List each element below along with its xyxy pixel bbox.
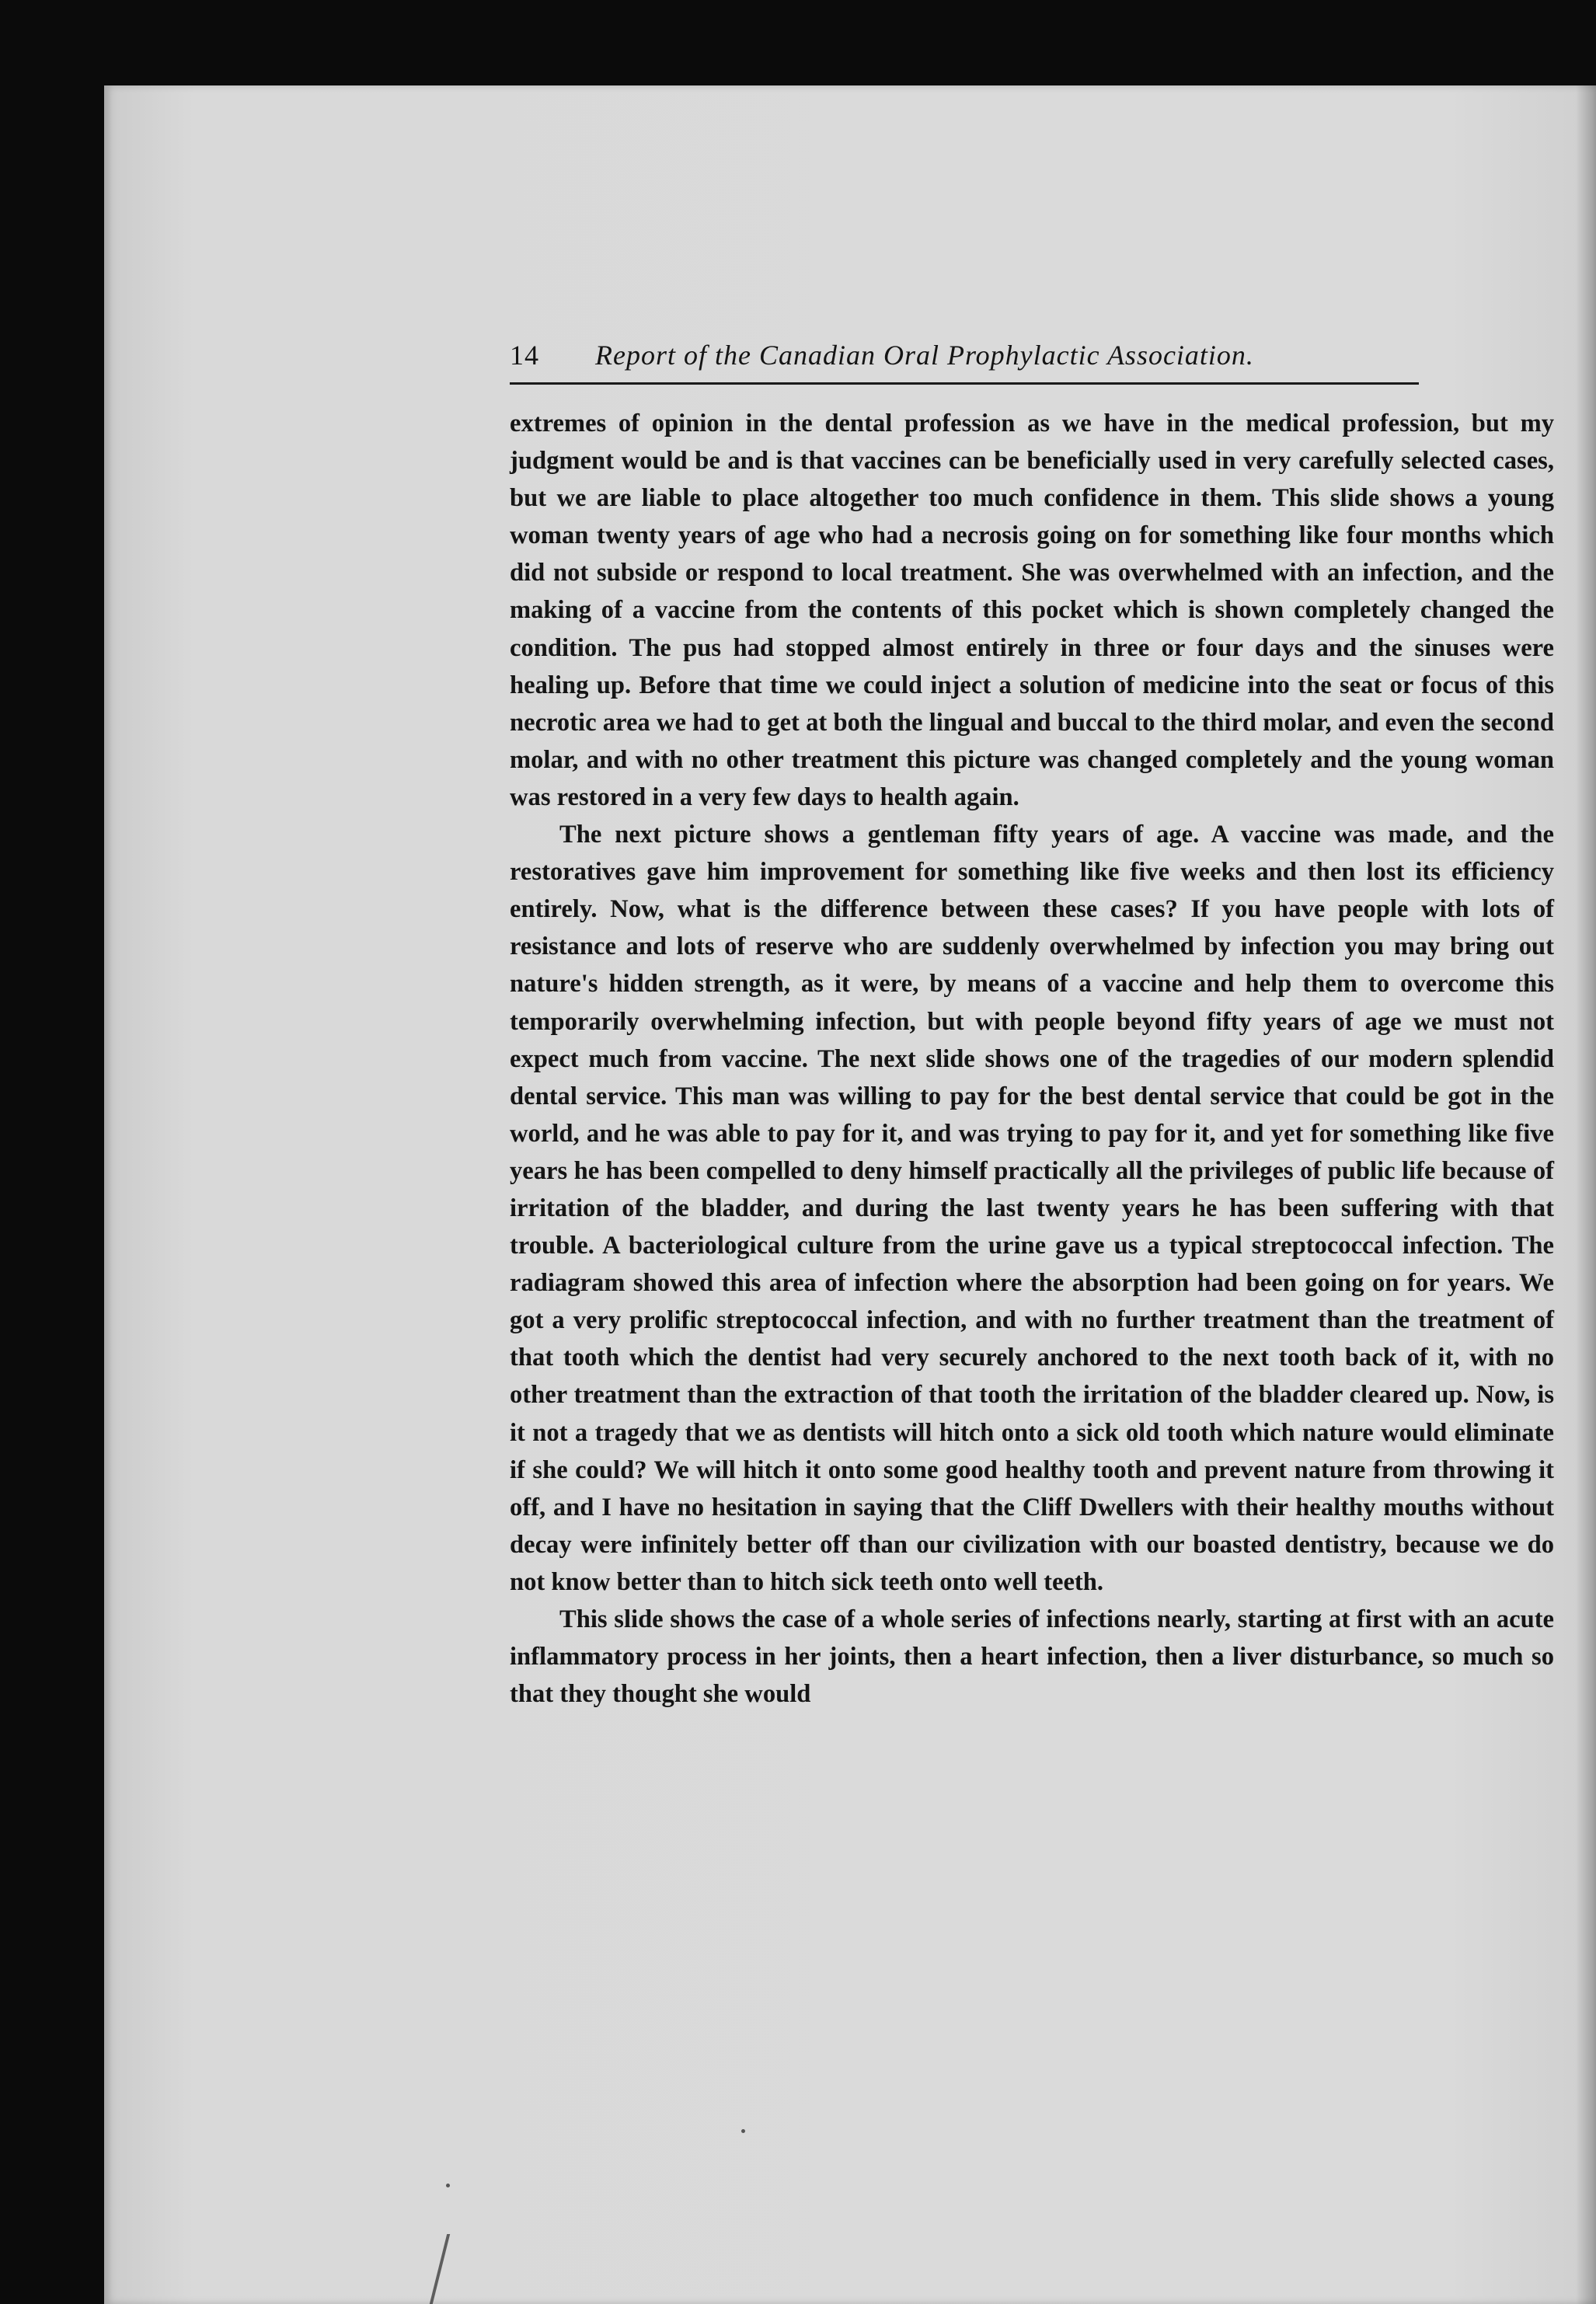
header-rule	[510, 382, 1419, 385]
paragraph: This slide shows the case of a whole series of infections nearly, starting at first with an acute inflammatory process in her joints, then a heart infection, then a liver disturbance, so much so that they thought she would	[510, 1605, 1554, 1709]
scan-speck	[446, 2184, 450, 2187]
page-sheet	[104, 85, 1596, 2304]
scan-speck	[741, 2129, 745, 2133]
running-title: Report of the Canadian Oral Prophylactic Association.	[595, 340, 1254, 371]
running-head	[510, 334, 1554, 381]
scan-crease-mark	[430, 2234, 497, 2304]
paragraph-continued: extremes of opinion in the dental profession as we have in the medical profession, but my judgment would be and is that vaccines can be beneficially used in very carefully selected cases, but we are liable to place altogether too much confidence in them. This slide shows a young woman twenty years of age who had a necrosis going on for something like four months which did not subside or respond to local treatment. She was overwhelmed with an infection, and the making of a vaccine from the contents of this pocket which is shown completely changed the condition. The pus had stopped almost entirely in three or four days and the sinuses were healing up. Before that time we could inject a solution of medicine into the seat or focus of this necrotic area we had to get at both the lingual and buccal to the third molar, and even the second molar, and with no other treatment this picture was changed completely and the young woman was restored in a very few days to health again.	[510, 410, 1554, 811]
page-number: 14	[510, 340, 539, 371]
body-text	[510, 405, 1554, 1713]
text-block	[510, 334, 1554, 1713]
paragraph: The next picture shows a gentleman fifty years of age. A vaccine was made, and the restoratives gave him improvement for something like five weeks and then lost its efficiency entirely. Now, what is the difference between these cases? If you have people with lots of resistance and lots of reserve who are suddenly overwhelmed by infection you may bring out nature's hidden strength, as it were, by means of a vaccine and help them to overcome this temporarily overwhelming infection, but with people beyond fifty years of age we must not expect much from vaccine. The next slide shows one of the tragedies of our modern splendid dental service. This man was willing to pay for the best dental service that could be got in the world, and he was able to pay for it, and was trying to pay for it, and yet for something like five years he has been compelled to deny himself practically all the privileges of public life because of irritation of the bladder, and during the last twenty years he has been suffering with that trouble. A bacteriological culture from the urine gave us a typical streptococcal infection. The radiagram showed this area of infection where the absorption had been going on for years. We got a very prolific streptococcal infection, and with no further treatment than the treatment of that tooth which the dentist had very securely anchored to the next tooth back of it, with no other treatment than the extraction of that tooth the irritation of the bladder cleared up. Now, is it not a tragedy that we as dentists will hitch onto a sick old tooth which nature would eliminate if she could? We will hitch it onto some good healthy tooth and prevent nature from throwing it off, and I have no hesitation in saying that the Cliff Dwellers with their healthy mouths without decay were infinitely better off than our civilization with our boasted dentistry, because we do not know better than to hitch sick teeth onto well teeth.	[510, 821, 1554, 1596]
